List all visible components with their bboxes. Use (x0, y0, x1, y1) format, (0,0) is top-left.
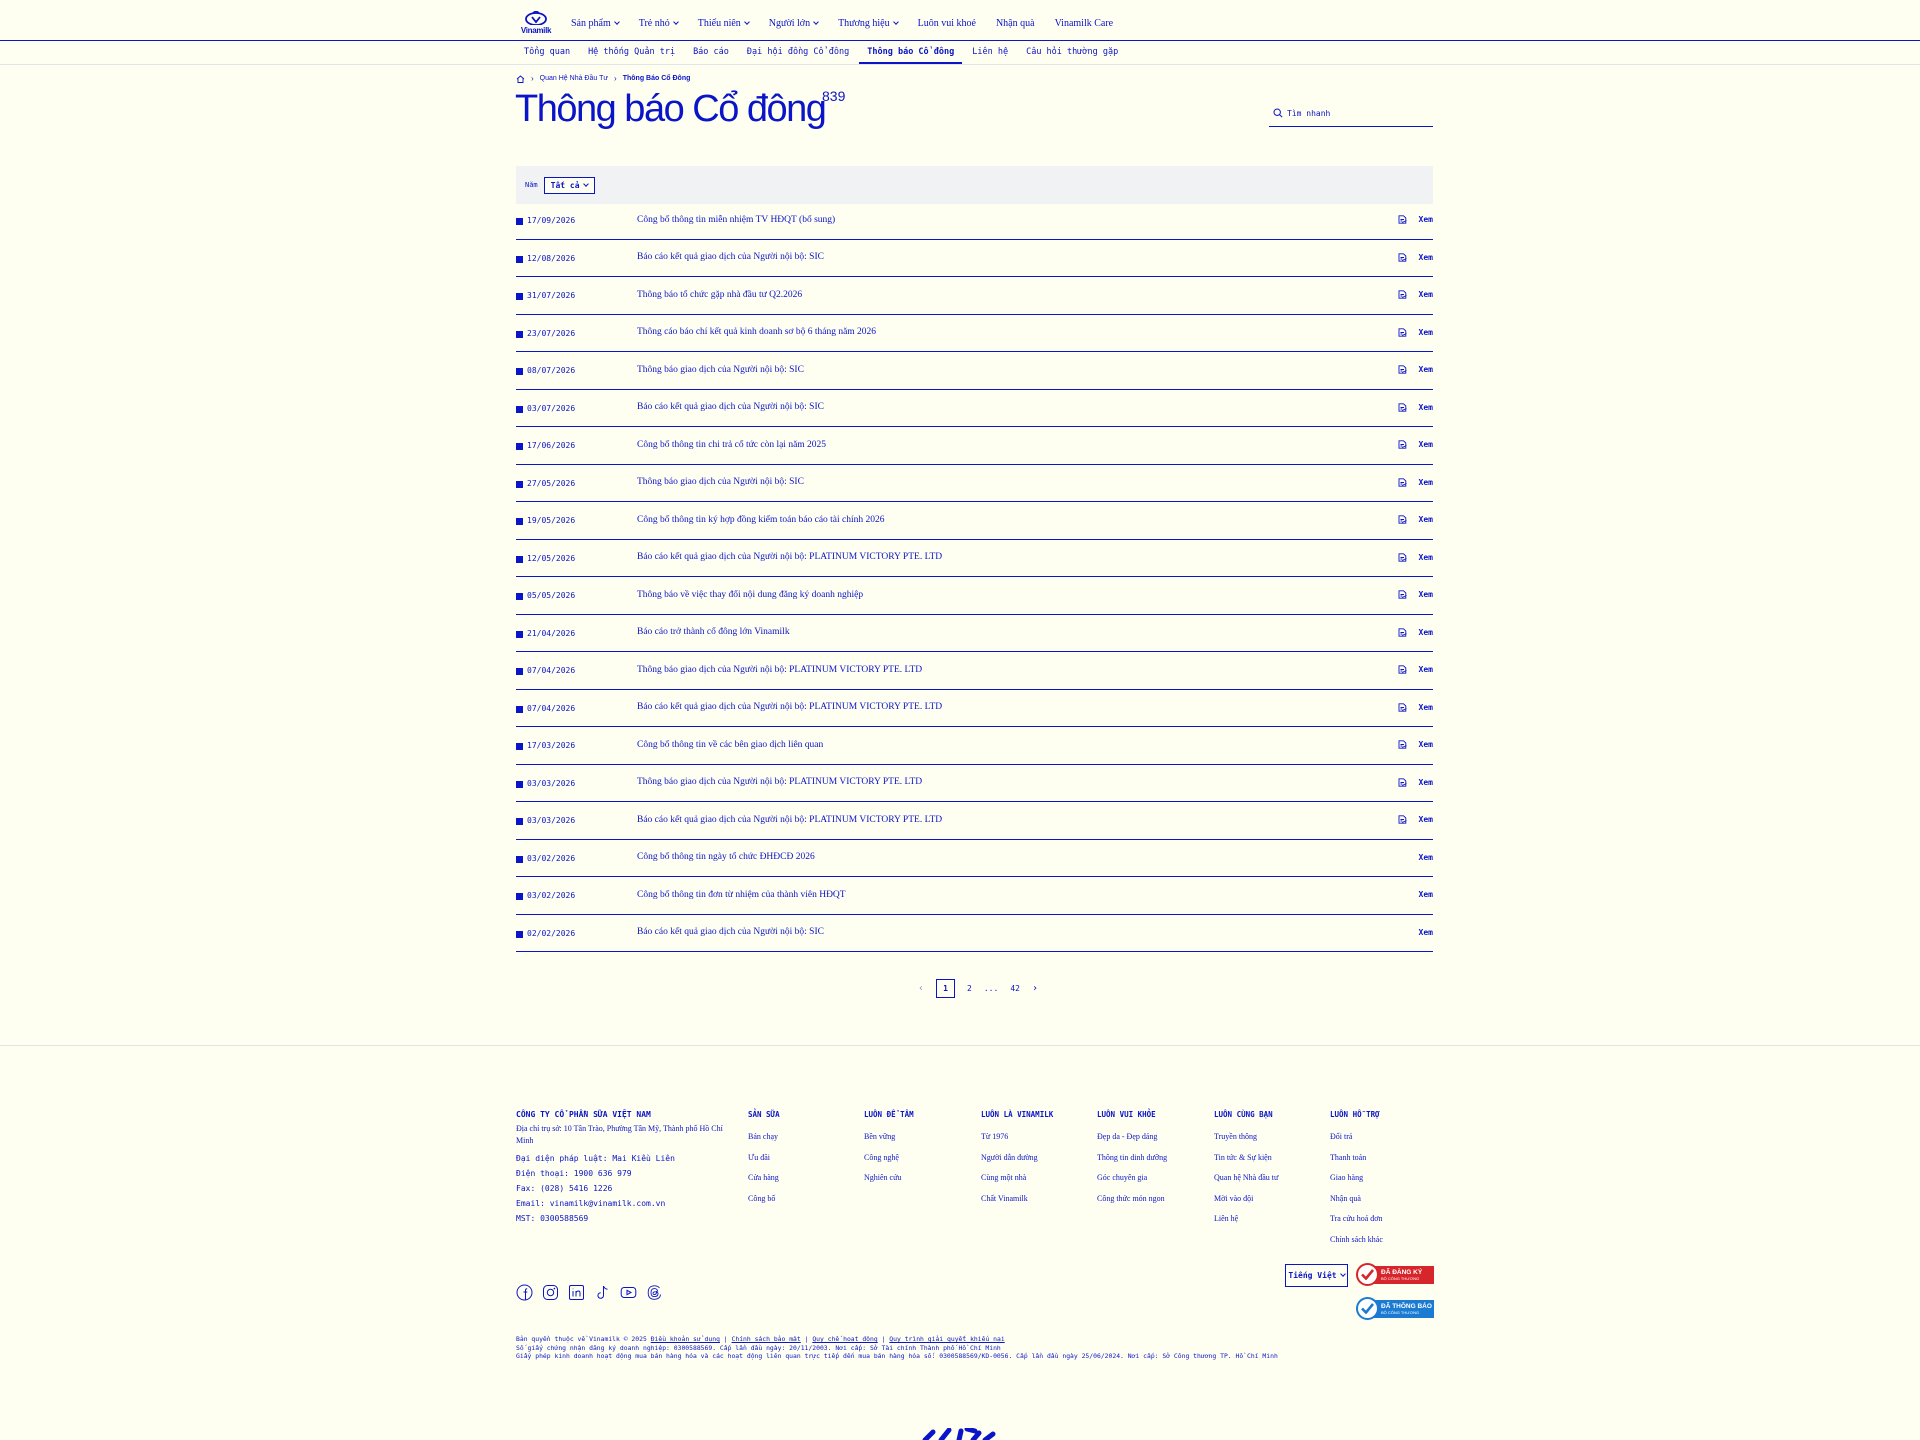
footer-link[interactable]: Giao hàng (1330, 1173, 1364, 1183)
announcement-date: 08/07/2026 (527, 366, 576, 375)
chevron-down-icon (744, 19, 750, 25)
subnav-tab[interactable]: Câu hỏi thường gặp (1026, 47, 1119, 57)
announcement-date: 03/02/2026 (527, 853, 576, 863)
next-page-icon[interactable]: › (1031, 983, 1038, 994)
file-icon (1398, 665, 1413, 674)
quick-search (1269, 100, 1433, 127)
sub-nav (516, 41, 1128, 64)
page-number[interactable]: 42 (1010, 984, 1020, 993)
footer-link[interactable]: Quan hệ Nhà đầu tư (1214, 1173, 1279, 1183)
subnav-tab[interactable]: Tổng quan (524, 47, 571, 57)
linkedin-icon[interactable] (568, 1284, 585, 1301)
announcement-date: 03/02/2026 (527, 891, 576, 900)
file-icon (1398, 703, 1413, 712)
footer-column-heading: LUÔN CÙNG BẠN (1214, 1110, 1273, 1119)
company-email: Email: vinamilk@vinamilk.com.vn (516, 1199, 666, 1208)
view-label: Xem (1418, 440, 1433, 449)
announcement-row[interactable] (516, 427, 1433, 465)
check-icon (1356, 1297, 1379, 1320)
footer-link[interactable]: Công thức món ngon (1097, 1193, 1165, 1203)
threads-icon[interactable] (646, 1284, 663, 1301)
social-links (516, 1284, 672, 1301)
file-icon (1398, 515, 1413, 524)
search-icon[interactable] (1273, 108, 1283, 118)
footer-link[interactable]: Đẹp da - Đẹp dáng (1097, 1132, 1158, 1141)
view-label: Xem (1418, 402, 1433, 412)
announcement-row[interactable] (516, 465, 1433, 503)
company-name: CÔNG TY CỔ PHẦN SỮA VIỆT NAM (516, 1110, 651, 1119)
announcement-title[interactable]: Báo cáo kết quả giao dịch của Người nội bộ: PLATINUM VICTORY PTE. LTD (637, 814, 943, 825)
view-button[interactable] (1419, 853, 1433, 862)
file-icon (1398, 740, 1413, 749)
announcement-row[interactable] (516, 877, 1433, 915)
announcement-count: 839 (822, 88, 846, 104)
file-icon (1398, 365, 1413, 374)
page-number[interactable]: 2 (967, 984, 972, 993)
decorative-wordmark (915, 1428, 1005, 1440)
announcement-date: 17/09/2026 (527, 216, 576, 225)
announcement-row[interactable] (516, 315, 1433, 353)
announcement-title[interactable]: Báo cáo kết quả giao dịch của Người nội bộ: SIC (637, 402, 824, 412)
nav-item-label: Thương hiệu (838, 17, 890, 29)
announcement-list (516, 202, 1433, 952)
view-button[interactable] (1419, 890, 1433, 899)
view-button[interactable] (1398, 215, 1433, 224)
view-button[interactable] (1398, 290, 1433, 299)
row-bullet (516, 931, 523, 938)
announcement-row[interactable] (516, 727, 1433, 765)
footer-link[interactable]: Từ 1976 (981, 1132, 1009, 1141)
announcement-row[interactable] (516, 202, 1433, 240)
announcement-row[interactable] (516, 502, 1433, 540)
chevron-down-icon (893, 19, 899, 25)
file-icon (1398, 403, 1413, 412)
breadcrumb (516, 74, 690, 83)
view-button[interactable] (1398, 365, 1433, 374)
announcement-row[interactable] (516, 652, 1433, 690)
footer-column (981, 1110, 1091, 1209)
footer-link[interactable]: Công nghệ (864, 1152, 899, 1162)
view-label: Xem (1418, 515, 1433, 524)
nav-item[interactable] (1055, 18, 1114, 29)
legal-line-3: Giấy phép kinh doanh hoạt động mua bán hàng hóa và các hoạt động liên quan trực tiếp đến mua bán hàng hóa số: 0300588569/KD-0056. Cấp lần đầu ngày 25/06/2024. Nơi cấp: Sở Công thương TP. Hồ Chí Minh (516, 1352, 1278, 1360)
announcement-row[interactable] (516, 240, 1433, 278)
file-icon (1398, 290, 1413, 299)
subnav-tab[interactable]: Thông báo Cổ đông (859, 41, 962, 64)
view-label: Xem (1418, 590, 1433, 599)
row-bullet (516, 218, 523, 225)
footer-link[interactable]: Thanh toán (1330, 1152, 1367, 1162)
announcement-row[interactable] (516, 615, 1433, 653)
footer-link[interactable]: Mời vào đội (1214, 1193, 1254, 1203)
announcement-date: 03/03/2026 (527, 778, 576, 788)
view-button[interactable] (1398, 253, 1433, 262)
announcement-date: 23/07/2026 (527, 328, 576, 338)
footer-link[interactable]: Góc chuyên gia (1097, 1173, 1148, 1183)
view-button[interactable] (1398, 328, 1433, 337)
breadcrumb-separator: › (531, 74, 534, 83)
footer-link[interactable]: Truyền thông (1214, 1132, 1258, 1141)
view-label: Xem (1418, 552, 1433, 562)
nav-item-label: Trẻ nhỏ (638, 17, 670, 29)
view-label: Xem (1418, 477, 1433, 487)
announcement-title[interactable]: Công bố thông tin chi trả cổ tức còn lại năm 2025 (637, 439, 827, 450)
announcement-title[interactable]: Báo cáo kết quả giao dịch của Người nội bộ: SIC (637, 252, 824, 262)
announcement-row[interactable] (516, 352, 1433, 390)
announcement-date: 17/03/2026 (527, 741, 576, 750)
nav-item[interactable] (639, 18, 678, 29)
row-bullet (516, 556, 523, 563)
footer-link[interactable]: Bền vững (864, 1132, 896, 1141)
row-bullet (516, 668, 523, 675)
privacy-link[interactable]: Chính sách bảo mật (731, 1335, 801, 1343)
announcement-title[interactable]: Báo cáo kết quả giao dịch của Người nội bộ: PLATINUM VICTORY PTE. LTD (637, 552, 943, 562)
view-label: Xem (1418, 927, 1433, 937)
view-button[interactable] (1398, 515, 1433, 524)
company-address: Địa chỉ trụ sở: 10 Tân Trào, Phường Tân Mỹ, Thành phố Hồ Chí Minh (516, 1124, 723, 1145)
announcement-date: 31/07/2026 (527, 291, 576, 300)
subnav-tab[interactable]: Báo cáo (693, 47, 729, 57)
instagram-icon[interactable] (542, 1284, 559, 1301)
nav-item-label: Nhận quà (995, 17, 1035, 29)
badge-title: ĐÃ THÔNG BÁO (1381, 1302, 1432, 1310)
nav-item[interactable] (838, 18, 898, 29)
view-button[interactable] (1398, 628, 1433, 637)
nav-item-label: Sản phẩm (571, 17, 611, 29)
footer-link[interactable]: Bán chạy (748, 1132, 778, 1141)
company-phone: Điện thoại: 1900 636 979 (516, 1169, 632, 1178)
announcement-title[interactable]: Báo cáo trở thành cổ đông lớn Vinamilk (637, 627, 790, 637)
footer-link[interactable]: Thông tin dinh dưỡng (1097, 1152, 1168, 1162)
row-bullet (516, 481, 523, 488)
announcement-title[interactable]: Công bố thông tin miễn nhiệm TV HĐQT (bổ sung) (637, 214, 836, 225)
logo-mark-icon (525, 11, 547, 25)
nav-item-label: Người lớn (768, 17, 811, 29)
announcement-date: 05/05/2026 (527, 591, 576, 600)
view-label: Xem (1418, 627, 1433, 637)
announcement-row[interactable] (516, 690, 1433, 728)
row-bullet (516, 256, 523, 263)
view-label: Xem (1418, 327, 1433, 337)
footer-company (516, 1110, 741, 1226)
company-fax: Fax: (028) 5416 1226 (516, 1184, 613, 1193)
legal-line-1: Bản quyền thuộc về Vinamilk © 2025 Điều khoản sử dụng | Chính sách bảo mật | Quy chế hoạt động | Quy trình giải quyết khiếu nại (516, 1335, 1005, 1343)
announcement-row[interactable] (516, 765, 1433, 803)
breadcrumb-parent[interactable]: Quan Hệ Nhà Đầu Tư (539, 75, 609, 82)
announcement-row[interactable] (516, 840, 1433, 878)
announcement-title[interactable]: Thông báo giao dịch của Người nội bộ: PLATINUM VICTORY PTE. LTD (637, 777, 923, 787)
top-nav (516, 6, 1133, 40)
announcement-date: 12/05/2026 (527, 553, 576, 563)
announcement-date: 21/04/2026 (527, 628, 576, 638)
file-icon (1398, 590, 1413, 599)
copyright: Bản quyền thuộc về Vinamilk © 2025 (516, 1335, 647, 1343)
youtube-icon[interactable] (620, 1284, 637, 1301)
footer-column (864, 1110, 974, 1189)
row-bullet (516, 293, 523, 300)
row-bullet (516, 593, 523, 600)
announcement-row[interactable] (516, 577, 1433, 615)
year-select[interactable] (544, 177, 595, 194)
footer-link[interactable]: Liên hệ (1214, 1214, 1239, 1224)
chevron-down-icon (614, 19, 620, 25)
footer-link[interactable]: Tin tức & Sự kiện (1214, 1152, 1272, 1162)
year-select-value: Tất cả (550, 180, 580, 190)
badge-subtitle: BỘ CÔNG THƯƠNG (1381, 1309, 1420, 1315)
view-label: Xem (1418, 890, 1433, 899)
page-title: Thông báo Cổ đông (515, 88, 826, 130)
announcement-date: 03/07/2026 (527, 403, 576, 413)
footer-column-heading: LUÔN HỖ TRỢ (1330, 1110, 1380, 1119)
footer-link[interactable]: Nhận quà (1330, 1193, 1361, 1203)
badge-subtitle: BỘ CÔNG THƯƠNG (1381, 1275, 1420, 1281)
subnav-tab[interactable]: Liên hệ (972, 47, 1009, 57)
view-label: Xem (1418, 777, 1433, 787)
footer-divider (0, 1045, 1920, 1046)
footer-column (1097, 1110, 1207, 1209)
nav-item-label: Luôn vui khoẻ (917, 17, 976, 29)
footer-column (748, 1110, 858, 1209)
nav-item[interactable] (769, 18, 818, 29)
footer-link[interactable]: Cùng một nhà (981, 1173, 1027, 1183)
view-button[interactable] (1398, 703, 1433, 712)
announcement-row[interactable] (516, 277, 1433, 315)
year-filter-label: Năm (525, 181, 538, 189)
footer-link[interactable]: Chính sách khác (1330, 1234, 1383, 1244)
notified-badge-band (1374, 1300, 1434, 1318)
legal-line-2: Số giấy chứng nhận đăng ký doanh nghiệp: 0300588569. Cấp lần đầu ngày: 20/11/2003. Nơi cấp: Sở Tài chính Thành phố Hồ Chí Minh (516, 1343, 1001, 1352)
view-button[interactable] (1398, 403, 1433, 412)
chevron-down-icon (583, 181, 589, 187)
language-select[interactable] (1285, 1264, 1348, 1287)
announcement-title[interactable]: Thông báo tổ chức gặp nhà đầu tư Q2.2026 (637, 289, 803, 300)
chevron-down-icon (1340, 1271, 1346, 1277)
view-label: Xem (1418, 852, 1433, 862)
announcement-title[interactable]: Công bố thông tin đơn từ nhiệm của thành viên HĐQT (637, 889, 846, 900)
row-bullet (516, 368, 523, 375)
row-bullet (516, 818, 523, 825)
file-icon (1398, 253, 1413, 262)
announcement-date: 17/06/2026 (527, 441, 576, 450)
notified-badge[interactable] (1356, 1297, 1434, 1320)
view-button[interactable] (1419, 928, 1433, 937)
row-bullet (516, 406, 523, 413)
language-value: Tiếng Việt (1288, 1271, 1337, 1280)
row-bullet (516, 443, 523, 450)
view-label: Xem (1418, 740, 1433, 749)
view-button[interactable] (1398, 815, 1433, 824)
registered-badge-band (1374, 1266, 1434, 1284)
chevron-down-icon (673, 19, 679, 25)
subnav-tab[interactable]: Hệ thống Quản trị (588, 47, 676, 57)
row-bullet (516, 743, 523, 750)
view-label: Xem (1418, 665, 1433, 674)
facebook-icon[interactable] (516, 1284, 533, 1301)
nav-item[interactable] (996, 18, 1035, 29)
search-input[interactable] (1287, 109, 1427, 118)
view-label: Xem (1418, 815, 1433, 824)
announcement-title[interactable]: Thông báo giao dịch của Người nội bộ: SIC (637, 477, 804, 487)
row-bullet (516, 631, 523, 638)
view-label: Xem (1418, 252, 1433, 262)
nav-item-label: Vinamilk Care (1054, 17, 1114, 29)
row-bullet (516, 781, 523, 788)
nav-item-label: Thiếu niên (697, 17, 741, 29)
view-button[interactable] (1398, 590, 1433, 599)
logo-text: Vinamilk (520, 26, 552, 35)
row-bullet (516, 893, 523, 900)
badge-title: ĐÃ ĐĂNG KÝ (1381, 1268, 1423, 1276)
view-label: Xem (1418, 290, 1433, 299)
nav-item[interactable] (571, 18, 619, 29)
file-icon (1398, 628, 1413, 637)
file-icon (1398, 815, 1413, 824)
row-bullet (516, 856, 523, 863)
footer-column-heading: SẢN SỮA (748, 1110, 780, 1119)
announcement-row[interactable] (516, 540, 1433, 578)
view-button[interactable] (1398, 553, 1433, 562)
tiktok-icon[interactable] (594, 1284, 611, 1301)
row-bullet (516, 331, 523, 338)
announcement-date: 12/08/2026 (527, 253, 576, 263)
view-label: Xem (1418, 702, 1433, 712)
file-icon (1398, 328, 1413, 337)
chevron-down-icon (813, 19, 819, 25)
announcement-title[interactable]: Báo cáo kết quả giao dịch của Người nội bộ: PLATINUM VICTORY PTE. LTD (637, 702, 943, 712)
footer-link[interactable]: Công bố (748, 1193, 776, 1203)
operation-rules-link[interactable]: Quy chế hoạt động (812, 1335, 878, 1343)
breadcrumb-separator: › (614, 74, 617, 83)
footer-link[interactable]: Nghiên cứu (864, 1173, 902, 1183)
announcement-row[interactable] (516, 915, 1433, 953)
file-icon (1398, 553, 1413, 562)
announcement-date: 07/04/2026 (527, 703, 576, 713)
check-icon (1356, 1263, 1379, 1286)
view-button[interactable] (1398, 740, 1433, 749)
announcement-title[interactable]: Công bố thông tin ngày tổ chức ĐHĐCĐ 2026 (637, 852, 815, 862)
complaint-process-link[interactable]: Quy trình giải quyết khiếu nại (889, 1335, 1005, 1343)
announcement-title[interactable]: Thông báo giao dịch của Người nội bộ: SIC (637, 364, 804, 375)
announcement-date: 07/04/2026 (527, 666, 576, 675)
company-rep: Đại diện pháp luật: Mai Kiều Liên (516, 1154, 675, 1163)
legal-info (516, 1335, 1278, 1361)
footer-column-heading: LUÔN VUI KHỎE (1097, 1110, 1156, 1119)
footer-column-heading: LUÔN LÀ VINAMILK (981, 1110, 1054, 1119)
breadcrumb-current: Thông Báo Cổ Đông (622, 75, 691, 82)
subnav-tab[interactable]: Đại hội đồng Cổ đông (746, 47, 850, 57)
announcement-date: 27/05/2026 (527, 478, 576, 488)
nav-item[interactable] (698, 18, 749, 29)
nav-item[interactable] (918, 18, 976, 29)
announcement-title[interactable]: Thông báo về việc thay đổi nội dung đăng ký doanh nghiệp (637, 589, 864, 600)
pagination (912, 979, 1044, 998)
view-label: Xem (1418, 365, 1433, 374)
file-icon (1398, 440, 1413, 449)
footer-link[interactable]: Cửa hàng (748, 1173, 779, 1183)
footer-link[interactable]: Ưu đãi (748, 1152, 770, 1162)
announcement-date: 19/05/2026 (527, 516, 576, 525)
home-icon[interactable] (516, 75, 525, 83)
terms-link[interactable]: Điều khoản sử dụng (650, 1335, 720, 1343)
page-number[interactable]: 1 (936, 979, 955, 998)
file-icon (1398, 215, 1413, 224)
footer-link[interactable]: Đổi trả (1330, 1132, 1353, 1141)
announcement-title[interactable]: Báo cáo kết quả giao dịch của Người nội bộ: SIC (637, 927, 824, 937)
footer-column (1214, 1110, 1324, 1230)
footer-column-heading: LUÔN ĐỂ TÂM (864, 1110, 914, 1119)
filter-bar (516, 166, 1433, 204)
view-button[interactable] (1398, 440, 1433, 449)
row-bullet (516, 518, 523, 525)
prev-page-icon[interactable]: ‹ (918, 983, 925, 994)
row-bullet (516, 706, 523, 713)
announcement-date: 02/02/2026 (527, 928, 576, 938)
footer-link[interactable]: Người dẫn đường (981, 1152, 1038, 1162)
pagination-ellipsis: ... (983, 984, 999, 993)
footer-column (1330, 1110, 1440, 1251)
registered-badge[interactable] (1356, 1263, 1434, 1286)
vinamilk-logo[interactable] (516, 9, 556, 37)
view-label: Xem (1418, 215, 1433, 224)
announcement-row[interactable] (516, 802, 1433, 840)
announcement-title[interactable]: Công bố thông tin về các bên giao dịch liên quan (637, 739, 824, 750)
announcement-title[interactable]: Công bố thông tin ký hợp đồng kiểm toán báo cáo tài chính 2026 (637, 514, 885, 525)
footer-link[interactable]: Chất Vinamilk (981, 1193, 1028, 1203)
company-tax: MST: 0300588569 (516, 1214, 589, 1223)
view-button[interactable] (1398, 665, 1433, 674)
announcement-title[interactable]: Thông báo giao dịch của Người nội bộ: PLATINUM VICTORY PTE. LTD (637, 664, 923, 675)
view-button[interactable] (1398, 778, 1433, 787)
file-icon (1398, 778, 1413, 787)
file-icon (1398, 478, 1413, 487)
announcement-title[interactable]: Thông cáo báo chí kết quả kinh doanh sơ bộ 6 tháng năm 2026 (637, 327, 877, 337)
announcement-row[interactable] (516, 390, 1433, 428)
view-button[interactable] (1398, 478, 1433, 487)
announcement-date: 03/03/2026 (527, 816, 576, 825)
footer-link[interactable]: Tra cứu hoá đơn (1330, 1214, 1383, 1224)
